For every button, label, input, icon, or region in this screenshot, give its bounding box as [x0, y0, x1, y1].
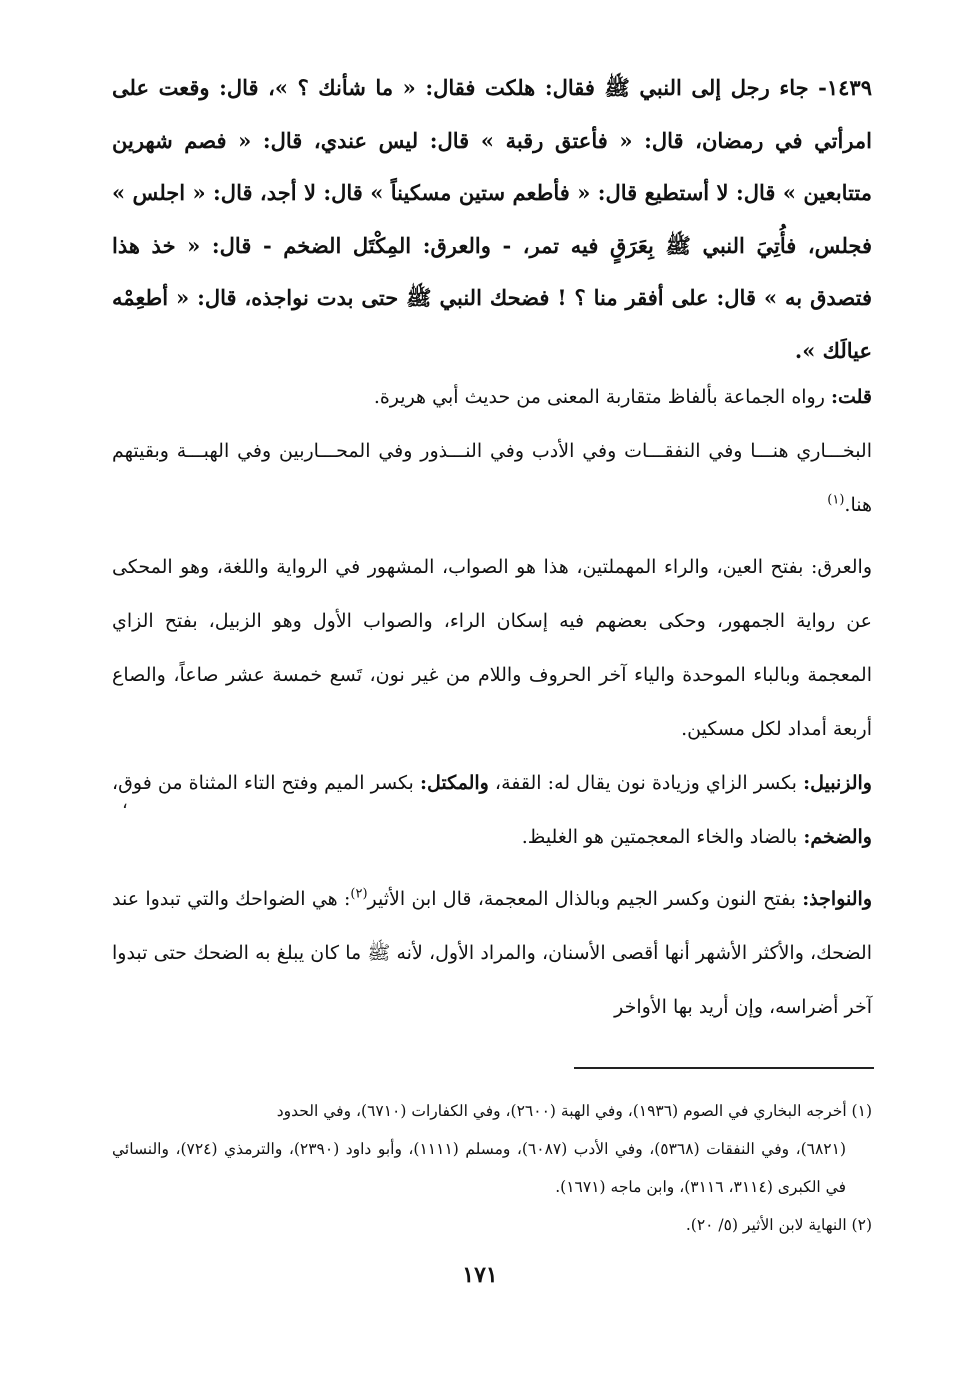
term-label-zanbil: والزنبيل: — [803, 772, 872, 794]
commentary-para-5 — [112, 872, 872, 1034]
footnote-divider — [574, 1067, 874, 1069]
term-label-nawajidh: والنواجذ: — [802, 888, 872, 910]
para-5-text-2: : هي الضواحك والتي تبدوا عند الضحك، والأكثر الأشهر أنها أقصى الأسنان، والمراد الأول، لأنه ﷺ ما كان يبلغ به الضحك حتى تبدوا آخر أضراسه، وإن أريد بها الأواخر — [112, 888, 872, 1018]
footnote-1-rest: (٦٨٢١)، وفي النفقات (٥٣٦٨)، وفي الأدب (٦٠٨٧)، ومسلم (١١١١)، وأبو داود (٢٣٩٠)، والترمذي (٧٢٤)، والنسائي في الكبرى (٣١١٤، ٣١١٦)، وابن ماجه (١٦٧١). — [112, 1140, 847, 1196]
commentary-para-1 — [112, 370, 872, 424]
commentary-para-4 — [112, 756, 872, 864]
stray-mark: ، — [122, 792, 128, 813]
para-2-text: البخـــاري هنـــا وفي النفقـــات وفي الأدب وفي النـــذور وفي المحـــاربين وفي الهبـــة وبقيتهم هنا. — [112, 440, 872, 516]
para-4-text-3: بالضاد والخاء المعجمتين هو الغليظ. — [521, 826, 804, 848]
page-number: ١٧١ — [462, 1262, 498, 1288]
footnote-1-line-1: (١) أخرجه البخاري في الصوم (١٩٣٦)، وفي الهبة (٢٦٠٠)، وفي الكفارات (٦٧١٠)، وفي الحدود — [276, 1102, 872, 1120]
footnote-ref-1[interactable]: (١) — [827, 492, 845, 508]
footnote-1-continuation — [112, 1130, 872, 1206]
hadith-block — [112, 62, 872, 377]
para-3-text: والعرق: بفتح العين، والراء المهملتين، هذا هو الصواب، المشهور في الرواية واللغة، وهو المحكى عن رواية الجمهور، وحكى بعضهم فيه إسكان الراء، والصواب الأول وهو الزبيل، بفتح الزاي المعجمة وبالباء الموحدة والياء آخر الحروف واللام من غير نون، تَسع خمسة عشر صاعاً، والصاع أربعة أمداد لكل مسكين. — [112, 556, 872, 740]
para-1-text: رواه الجماعة بألفاظ متقاربة المعنى من حديث أبي هريرة. — [373, 386, 831, 408]
commentary-para-3 — [112, 540, 872, 756]
commentary-para-2 — [112, 424, 872, 532]
para-5-text-1: بفتح النون وكسر الجيم وبالذال المعجمة، قال ابن الأثير — [367, 888, 803, 910]
term-label-miktal: والمكتل: — [419, 772, 489, 794]
para-4-text-1: بكسر الزاي وزيادة نون يقال له: القفة، — [488, 772, 804, 794]
para-4-text-2: بكسر الميم وفتح التاء المثناة من فوق، — [112, 772, 420, 794]
footnotes-block — [112, 1092, 872, 1244]
hadith-text: ١٤٣٩- جاء رجل إلى النبي ﷺ فقال: هلكت فقال: « ما شأنك ؟ »، قال: وقعت على امرأتي في رمضان، قال: « فأعتق رقبة » قال: ليس عندي، قال: « فصم شهرين متتابعين » قال: لا أستطيع قال: « فأطعم ستين مسكيناً » قال: لا أجد، قال: « اجلس » فجلس، فأُتِيَ النبي ﷺ بِعَرَقٍ فيه تمر، - والعرق: المِكْتَل الضخم - قال: « خذ هذا فتصدق به » قال: على أفقر منا ؟ ! فضحك النبي ﷺ حتى بدت نواجذه، قال: « أطعِمْه عيالَك ». — [112, 75, 872, 363]
footnote-ref-2[interactable]: (٢) — [350, 886, 368, 902]
term-label-qultu: قلت: — [830, 386, 872, 408]
term-label-dakhm: والضخم: — [803, 826, 872, 848]
footnote-2-text: (٢) النهاية لابن الأثير (٥/ ٢٠). — [685, 1216, 872, 1234]
commentary-block — [112, 370, 872, 1034]
footnote-1 — [112, 1092, 872, 1130]
footnote-2 — [112, 1206, 872, 1244]
